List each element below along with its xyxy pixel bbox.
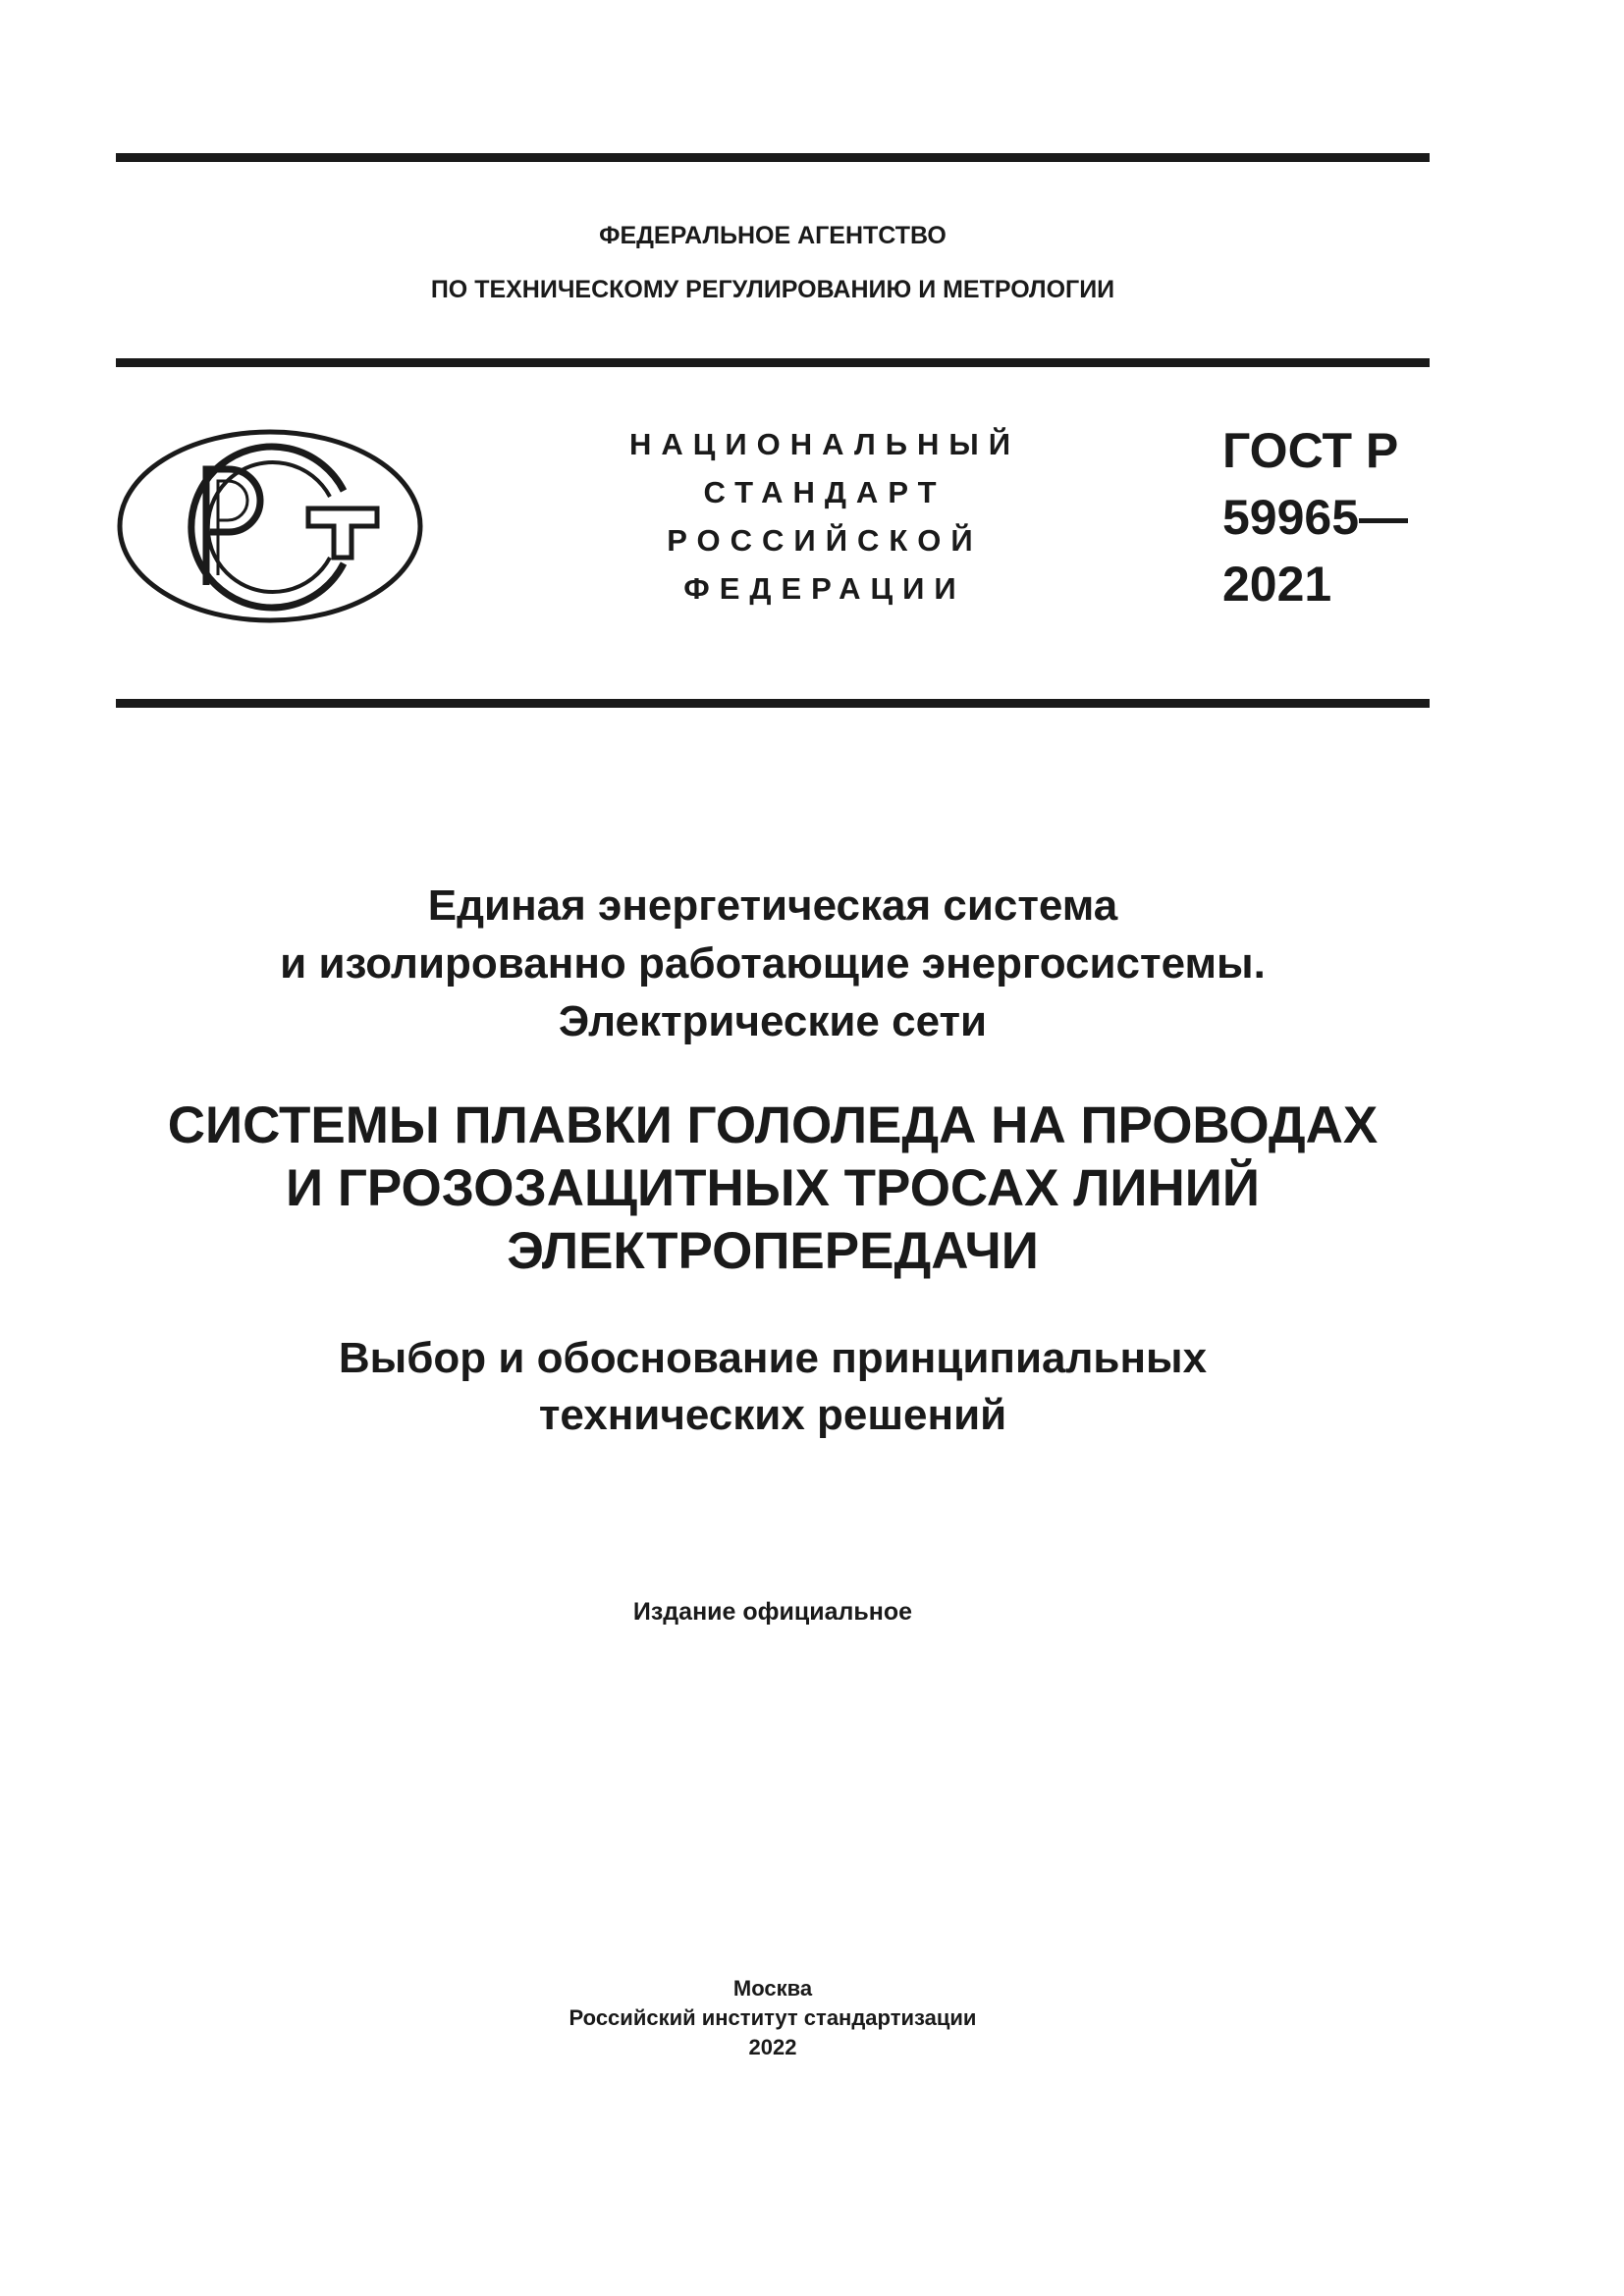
designation-line-3: 2021 [1222,557,1332,612]
subject-line-1: Единая энергетическая система [427,881,1118,930]
imprint-city: Москва [732,1976,813,2001]
designation-rule [116,699,1430,708]
document-title [116,1095,1430,1283]
document-subtitle [116,1330,1430,1444]
standard-designation [1222,417,1408,617]
imprint-year: 2022 [748,2035,797,2059]
designation-line-2: 59965— [1222,490,1409,545]
title-line-2: И ГРОЗОЗАЩИТНЫХ ТРОСАХ ЛИНИЙ [286,1159,1260,1217]
subject-heading [116,877,1430,1050]
imprint [116,1974,1430,2062]
subject-line-3: Электрические сети [558,997,988,1045]
title-line-1: СИСТЕМЫ ПЛАВКИ ГОЛОЛЕДА НА ПРОВОДАХ [167,1096,1379,1154]
agency-line-2: ПО ТЕХНИЧЕСКОМУ РЕГУЛИРОВАНИЮ И МЕТРОЛОГИИ [430,276,1115,303]
title-line-3: ЭЛЕКТРОПЕРЕДАЧИ [507,1222,1039,1280]
subtitle-line-2: технических решений [538,1391,1007,1439]
top-rule [116,153,1430,162]
standard-type [589,420,1060,613]
subject-line-2: и изолированно работающие энергосистемы. [280,939,1266,988]
imprint-publisher: Российский институт стандартизации [568,2005,977,2030]
designation-line-1: ГОСТ Р [1222,423,1399,478]
subtitle-line-1: Выбор и обоснование принципиальных [338,1334,1208,1382]
standard-type-line-4: ФЕДЕРАЦИИ [683,571,966,606]
standard-type-line-2: СТАНДАРТ [703,475,947,509]
agency-line-1: ФЕДЕРАЛЬНОЕ АГЕНТСТВО [599,222,947,249]
header-rule [116,358,1430,367]
rst-certification-mark-icon [116,428,424,624]
edition-label: Издание официальное [632,1598,913,1626]
standard-type-line-1: НАЦИОНАЛЬНЫЙ [628,427,1021,461]
agency-header [116,209,1430,317]
standard-type-line-3: РОССИЙСКОЙ [667,523,983,558]
